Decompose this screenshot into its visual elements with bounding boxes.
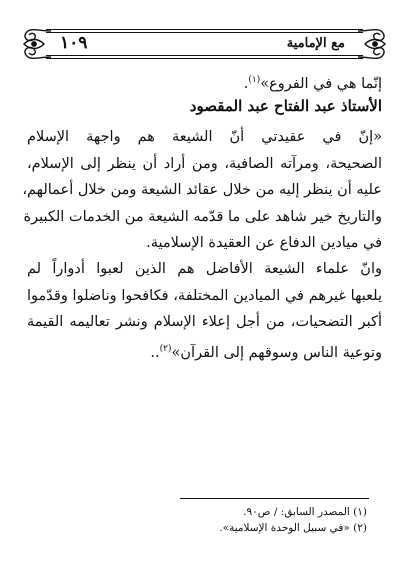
footnote-ref: (١): [248, 75, 261, 85]
text-line: يلعبها غيرهم في الميادين المختلفة، فكافحوا وناضلوا وقدّموا: [27, 287, 382, 304]
header-rule: [46, 55, 363, 56]
page-header: [20, 23, 389, 63]
text-punct: ..: [150, 344, 160, 361]
header-rule: [46, 32, 363, 33]
section-heading: الأستاذ عبد الفتاح عبد المقصود: [189, 97, 382, 115]
footnote: (٢) «في سبيل الوحدة الإسلامية».: [219, 522, 367, 534]
header-rule: [46, 58, 363, 59]
footnote-ref: (٢): [159, 343, 172, 354]
footnote: (١) المصدر السابق: / ص٩٠.: [243, 506, 367, 518]
text-line: إنّما هي في الفروع»: [260, 75, 382, 92]
text-line: في ميادين الدفاع عن العقيدة الإسلامية.: [146, 235, 382, 251]
text-line: «إنّ في عقيدتي أنّ الشيعة هم واجهة الإسلام: [27, 129, 382, 145]
text-line: وتوعية الناس وسوقهم إلى القرآن»: [171, 344, 382, 361]
footnote-rule: [180, 498, 369, 499]
text-line: وانّ علماء الشيعة الأفاضل هم الذين لعبوا أدواراً لم: [27, 261, 382, 277]
header-rule: [46, 29, 363, 30]
paragraph-continuation: [27, 67, 382, 97]
ornament-left-icon: [20, 23, 54, 65]
footnotes: [219, 504, 367, 536]
text-line: الصحيحة، ومرآته الصافية، ومن أراد أن ينظر إلى الإسلام،: [27, 155, 382, 172]
text-punct: .: [243, 75, 249, 92]
quote-paragraph: [22, 124, 382, 257]
text-line: أكبر التضحيات، من أجل إعلاء الإسلام ونشر تعاليمه القيمة: [27, 314, 382, 330]
paragraph: [27, 256, 382, 366]
ornament-right-icon: [355, 23, 389, 65]
running-title: مع الإمامية: [286, 36, 345, 51]
text-line: عليه أن ينظر إليه من خلال عقائد الشيعة ومن خلال أعمالهم،: [22, 182, 382, 198]
text-line: والتاريخ خير شاهد على ما قدّمه الشيعة من الخدمات الكبيرة: [23, 208, 382, 225]
page-number: ١٠٩: [60, 33, 88, 53]
